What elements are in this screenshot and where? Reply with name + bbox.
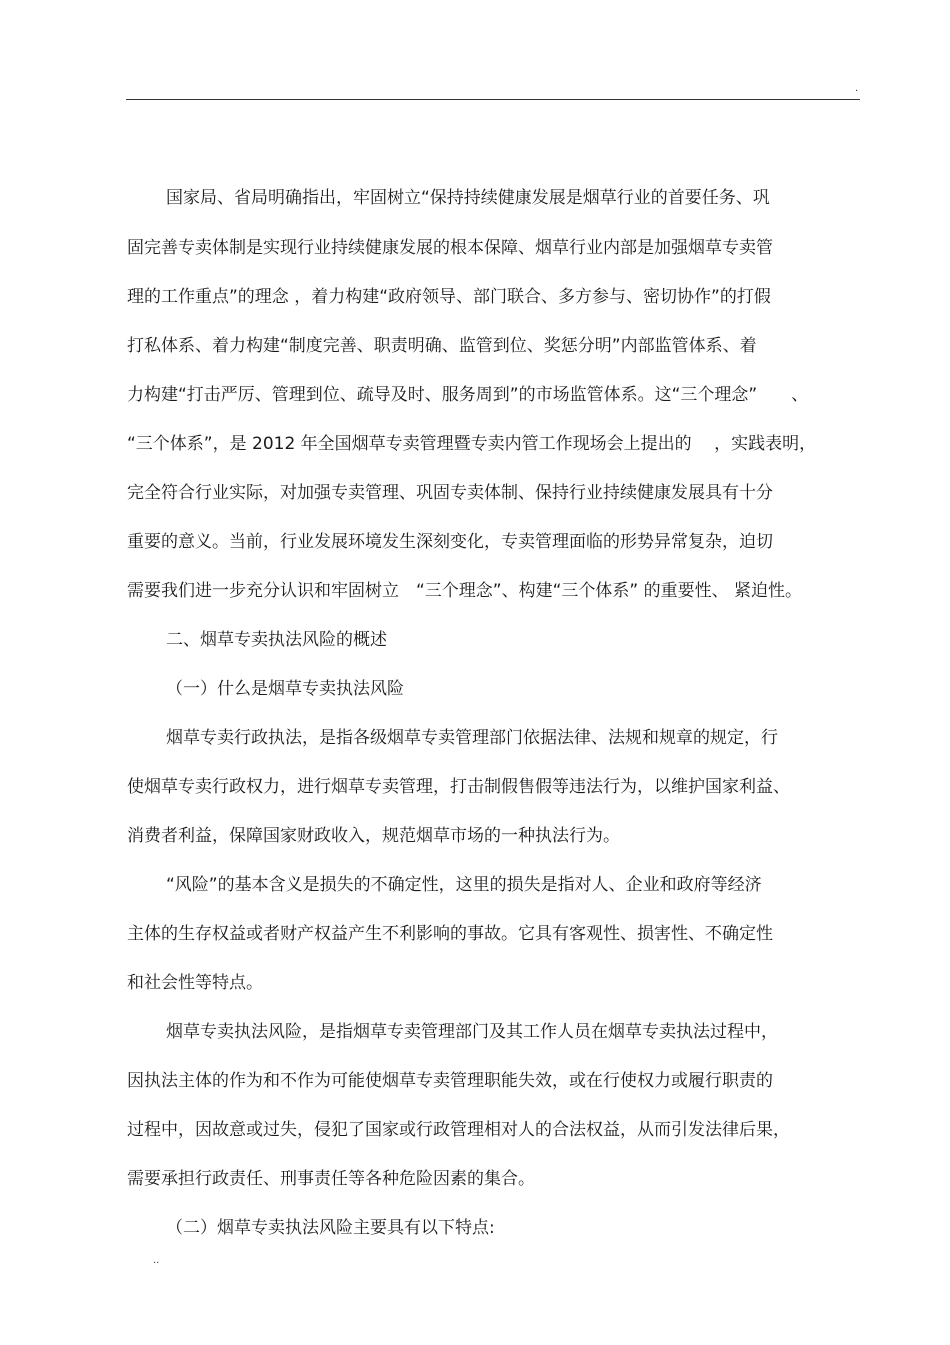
text-line: 烟草专卖执法风险，是指烟草专卖管理部门及其工作人员在烟草专卖执法过程中， — [166, 1022, 778, 1042]
text-line: “三个体系”，是 2012 年全国烟草专卖管理暨专卖内管工作现场会上提出的 ，实践表明， — [127, 434, 817, 454]
section-heading: 二、烟草专卖执法风险的概述 — [166, 630, 387, 650]
text-line: 完全符合行业实际，对加强专卖管理、巩固专卖体制、保持行业持续健康发展具有十分 — [127, 483, 773, 503]
text-line: 打私体系、着力构建“制度完善、职责明确、监管到位、奖惩分明”内部监管体系、着 — [127, 336, 757, 356]
text-line: 需要承担行政责任、刑事责任等各种危险因素的集合。 — [127, 1169, 535, 1189]
text-line: 烟草专卖行政执法，是指各级烟草专卖管理部门依据法律、法规和规章的规定，行 — [166, 728, 778, 748]
text-line: 固完善专卖体制是实现行业持续健康发展的根本保障、烟草行业内部是加强烟草专卖管 — [127, 238, 773, 258]
header-rule — [126, 99, 860, 100]
text-line: 和社会性等特点。 — [127, 973, 263, 993]
text-line: 因执法主体的作为和不作为可能使烟草专卖管理职能失效，或在行使权力或履行职责的 — [127, 1071, 773, 1091]
header-mark: . — [855, 83, 859, 94]
text-line: 重要的意义。当前，行业发展环境发生深刻变化，专卖管理面临的形势异常复杂，迫切 — [127, 532, 773, 552]
text-line: 力构建“打击严厉、管理到位、疏导及时、服务周到”的市场监管体系。这“三个理念” 、 — [127, 385, 809, 405]
text-line: “风险”的基本含义是损失的不确定性，这里的损失是指对人、企业和政府等经济 — [166, 875, 762, 895]
text-line: 理的工作重点”的理念 ，着力构建“政府领导、部门联合、多方参与、密切协作”的打假 — [127, 287, 771, 307]
footer-mark: .. — [153, 1255, 160, 1266]
subsection-heading: （二）烟草专卖执法风险主要具有以下特点: — [166, 1218, 495, 1238]
text-line: 需要我们进一步充分认识和牢固树立 “三个理念”、构建“三个体系” 的重要性、 紧迫性。 — [127, 581, 803, 601]
subsection-heading: （一）什么是烟草专卖执法风险 — [166, 679, 404, 699]
text-line: 主体的生存权益或者财产权益产生不利影响的事故。它具有客观性、损害性、不确定性 — [127, 924, 773, 944]
text-line: 过程中，因故意或过失，侵犯了国家或行政管理相对人的合法权益，从而引发法律后果， — [127, 1120, 790, 1140]
text-line: 使烟草专卖行政权力，进行烟草专卖管理，打击制假售假等违法行为，以维护国家利益、 — [127, 777, 790, 797]
text-line: 国家局、省局明确指出，牢固树立“保持持续健康发展是烟草行业的首要任务、巩 — [166, 188, 770, 208]
text-line: 消费者利益，保障国家财政收入，规范烟草市场的一种执法行为。 — [127, 826, 620, 846]
